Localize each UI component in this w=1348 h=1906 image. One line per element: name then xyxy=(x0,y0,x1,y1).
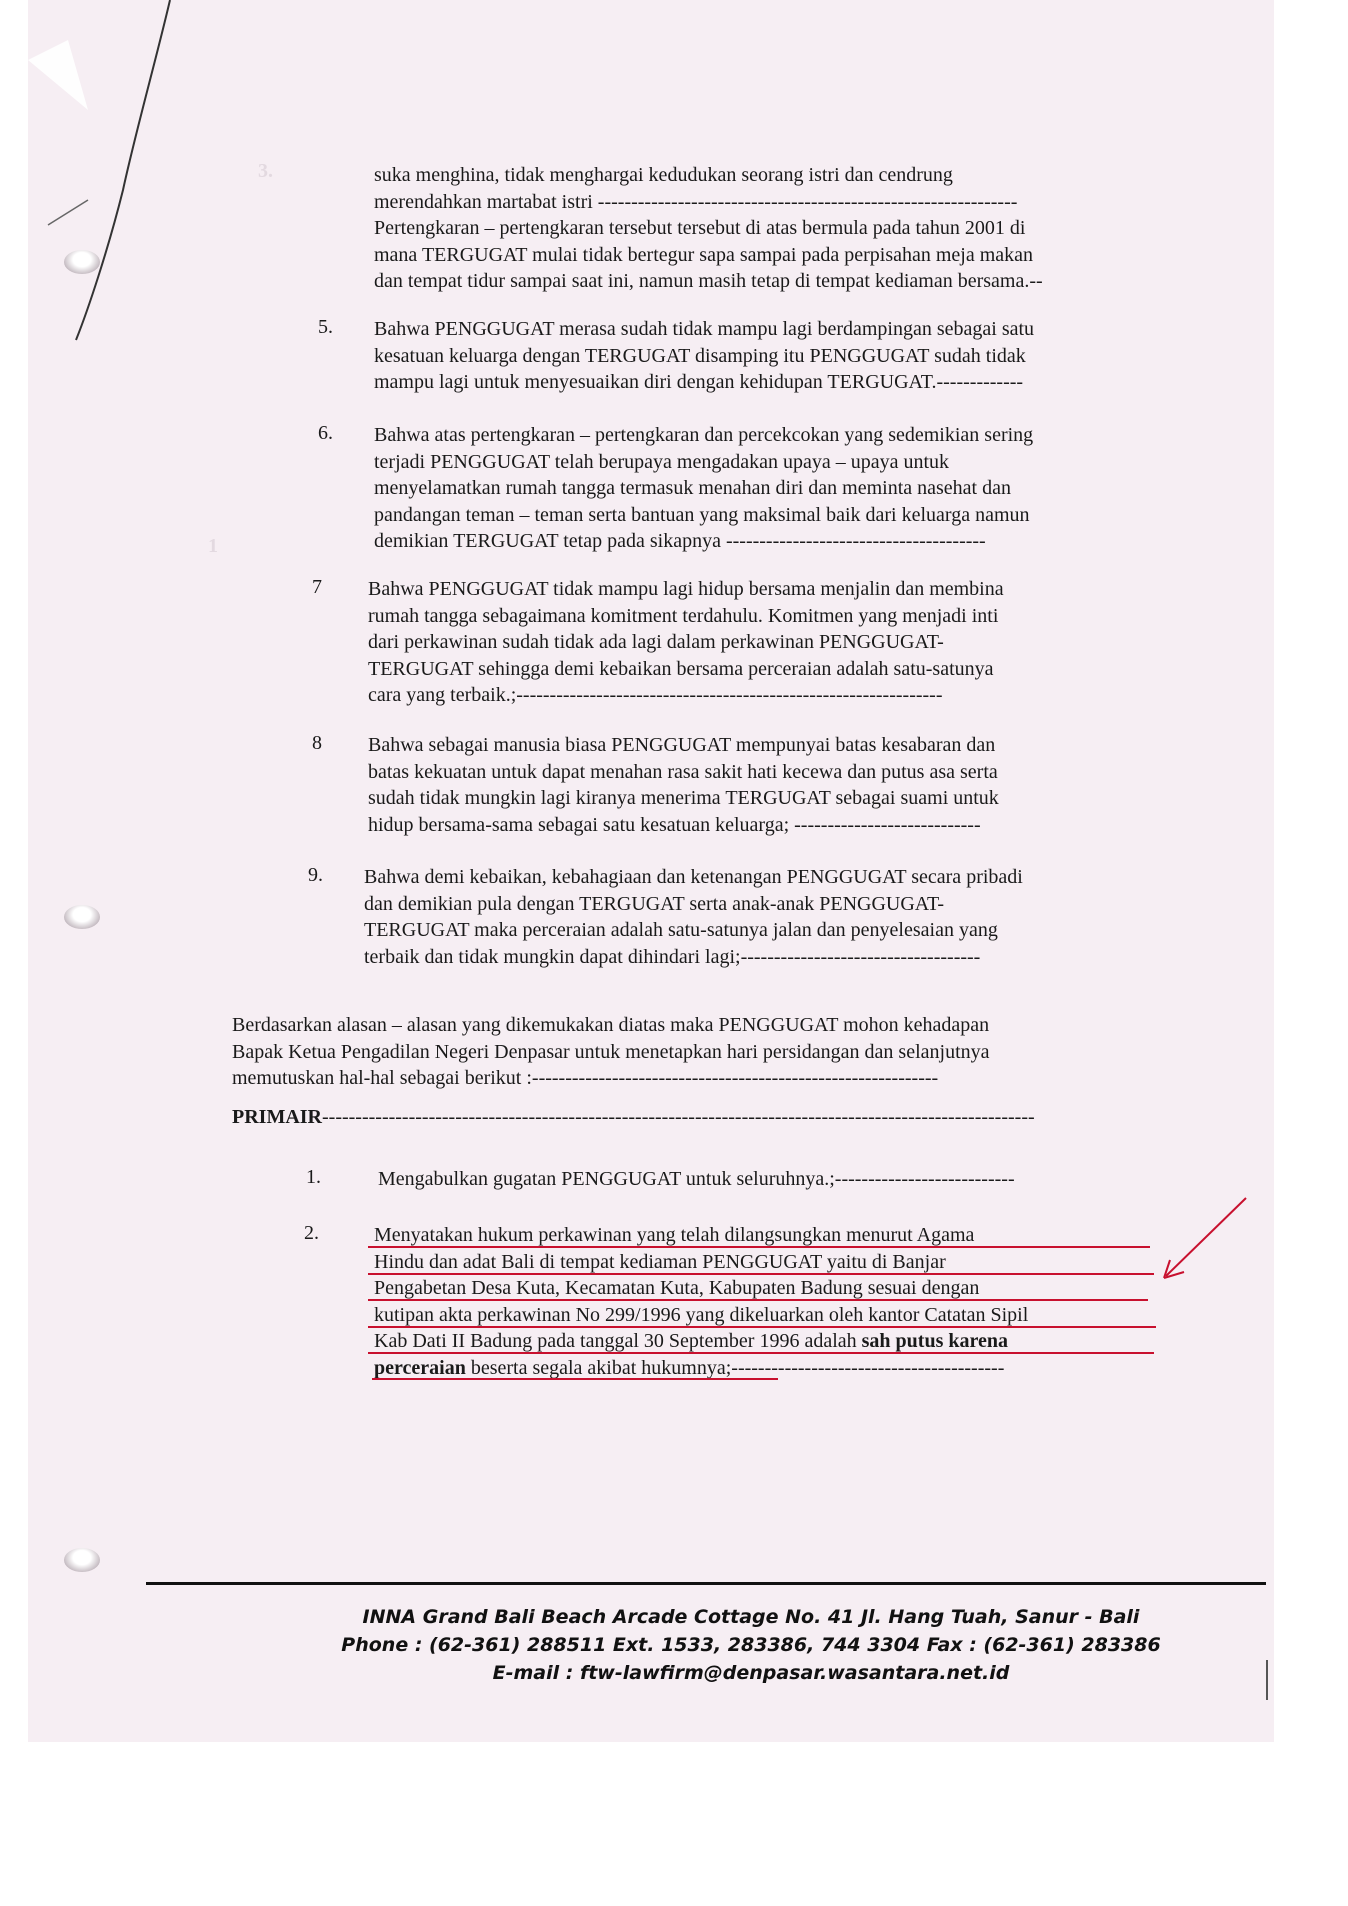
footer-phone: Phone : (62-361) 288511 Ext. 1533, 283386, 744 3304 Fax : (62-361) 283386 xyxy=(341,1634,1161,1656)
text-line: TERGUGAT maka perceraian adalah satu-satunya jalan dan penyelesaian yang xyxy=(364,919,998,941)
item-5-text xyxy=(374,316,1168,396)
text-line: memutuskan hal-hal sebagai berikut :------------------------------------------------------------- xyxy=(232,1067,939,1089)
text-line: dan tempat tidur sampai saat ini, namun masih tetap di tempat kediaman bersama.-- xyxy=(374,270,1043,292)
red-underline xyxy=(368,1246,1150,1248)
punch-hole xyxy=(64,905,100,929)
text-line: suka menghina, tidak menghargai kedudukan seorang istri dan cendrung xyxy=(374,164,953,186)
primair-heading xyxy=(232,1104,1162,1131)
text-line: Bahwa demi kebaikan, kebahagiaan dan ketenangan PENGGUGAT secara pribadi xyxy=(364,866,1023,888)
text-line: terbaik dan tidak mungkin dapat dihindari lagi;------------------------------------ xyxy=(364,945,981,968)
show-through-text: 1 xyxy=(208,535,218,557)
text-line: cara yang terbaik.;---------------------------------------------------------------- xyxy=(368,684,943,706)
text-line: mampu lagi untuk menyesuaikan diri dengan kehidupan TERGUGAT.------------- xyxy=(374,371,1024,393)
item-7-text xyxy=(368,576,1162,709)
punch-hole xyxy=(64,250,100,274)
item-number: 8 xyxy=(312,732,322,754)
text-line: dari perkawinan sudah tidak ada lagi dalam perkawinan PENGGUGAT- xyxy=(368,631,944,653)
text-line: Pertengkaran – pertengkaran tersebut tersebut di atas bermula pada tahun 2001 di xyxy=(374,217,1026,239)
text-line: sudah tidak mungkin lagi kiranya menerima TERGUGAT sebagai suami untuk xyxy=(368,787,999,809)
line-bold: sah putus karena xyxy=(861,1330,1008,1352)
text-line: kutipan akta perkawinan No 299/1996 yang dikeluarkan oleh kantor Catatan Sipil xyxy=(374,1303,1029,1326)
line-bold: perceraian xyxy=(374,1356,466,1379)
footer-rule xyxy=(146,1582,1266,1585)
text-line: Pengabetan Desa Kuta, Kecamatan Kuta, Kabupaten Badung sesuai dengan xyxy=(374,1277,980,1299)
text-line: Bahwa atas pertengkaran – pertengkaran dan percekcokan yang sedemikian sering xyxy=(374,424,1034,446)
text-line: Berdasarkan alasan – alasan yang dikemukakan diatas maka PENGGUGAT mohon kehadapan xyxy=(232,1014,990,1036)
text-line: terjadi PENGGUGAT telah berupaya mengadakan upaya – upaya untuk xyxy=(374,450,950,473)
line-normal: Kab Dati II Badung pada tanggal 30 September 1996 adalah xyxy=(374,1330,862,1352)
text-line: Bahwa PENGGUGAT tidak mampu lagi hidup bersama menjalin dan membina xyxy=(368,578,1004,600)
text-line: batas kekuatan untuk dapat menahan rasa sakit hati kecewa dan putus asa serta xyxy=(368,760,998,783)
red-underline xyxy=(368,1326,1156,1328)
primair-label: PRIMAIR xyxy=(232,1106,322,1128)
primair-dashes: ----------------------------------------------------------------------------------------------------------- xyxy=(322,1106,1035,1128)
petitum-number: 2. xyxy=(304,1222,319,1244)
text-line: demikian TERGUGAT tetap pada sikapnya --------------------------------------- xyxy=(374,530,986,552)
punch-hole xyxy=(64,1548,100,1572)
footer-email: E-mail : ftw-lawfirm@denpasar.wasantara.net.id xyxy=(492,1662,1010,1684)
petitum-number: 1. xyxy=(306,1166,321,1188)
text-line: Bahwa PENGGUGAT merasa sudah tidak mampu lagi berdampingan sebagai satu xyxy=(374,318,1035,340)
text-line: Bapak Ketua Pengadilan Negeri Denpasar untuk menetapkan hari persidangan dan selanjutnya xyxy=(232,1040,990,1063)
text-line xyxy=(374,1328,1162,1355)
document-page xyxy=(28,0,1274,1742)
text-line: TERGUGAT sehingga demi kebaikan bersama perceraian adalah satu-satunya xyxy=(368,657,994,680)
red-underline xyxy=(368,1273,1154,1275)
text-line: dan demikian pula dengan TERGUGAT serta anak-anak PENGGUGAT- xyxy=(364,892,945,915)
show-through-text: 3. xyxy=(258,160,273,182)
item-number: 6. xyxy=(318,422,333,444)
footer-address: INNA Grand Bali Beach Arcade Cottage No. 41 Jl. Hang Tuah, Sanur - Bali xyxy=(362,1606,1140,1628)
text-line: pandangan teman – teman serta bantuan yang maksimal baik dari keluarga namun xyxy=(374,503,1030,526)
text-line: Hindu dan adat Bali di tempat kediaman PENGGUGAT yaitu di Banjar xyxy=(374,1250,946,1273)
item-number: 7 xyxy=(312,576,322,598)
item-9-text xyxy=(364,864,1158,970)
text-line: kesatuan keluarga dengan TERGUGAT disamping itu PENGGUGAT sudah tidak xyxy=(374,344,1026,367)
text-line: mana TERGUGAT mulai tidak bertegur sapa sampai pada perpisahan meja makan xyxy=(374,243,1034,266)
text-line: hidup bersama-sama sebagai satu kesatuan keluarga; ---------------------------- xyxy=(368,813,981,836)
red-arrow-icon xyxy=(1138,1190,1258,1290)
red-underline xyxy=(372,1378,778,1380)
item-number: 9. xyxy=(308,864,323,886)
intro-paragraph xyxy=(232,1012,1162,1092)
scan-edge-mark xyxy=(1266,1660,1268,1700)
text-line: Bahwa sebagai manusia biasa PENGGUGAT mempunyai batas kesabaran dan xyxy=(368,734,996,756)
item-8-text xyxy=(368,732,1162,838)
paragraph-continuation xyxy=(374,162,1168,295)
item-6-text xyxy=(374,422,1168,555)
text-line: Menyatakan hukum perkawinan yang telah dilangsungkan menurut Agama xyxy=(374,1224,975,1246)
text-line: menyelamatkan rumah tangga termasuk menahan diri dan meminta nasehat dan xyxy=(374,477,1011,499)
line-normal: beserta segala akibat hukumnya;----------------------------------------- xyxy=(465,1356,1005,1379)
item-number: 5. xyxy=(318,316,333,338)
text-line: rumah tangga sebagaimana komitment terdahulu. Komitmen yang menjadi inti xyxy=(368,604,999,627)
red-underline xyxy=(368,1352,1154,1354)
red-underline xyxy=(368,1299,1148,1301)
petitum-1-text: Mengabulkan gugatan PENGGUGAT untuk seluruhnya.;--------------------------- xyxy=(378,1168,1015,1190)
text-line: merendahkan martabat istri --------------------------------------------------------------- xyxy=(374,190,1018,213)
